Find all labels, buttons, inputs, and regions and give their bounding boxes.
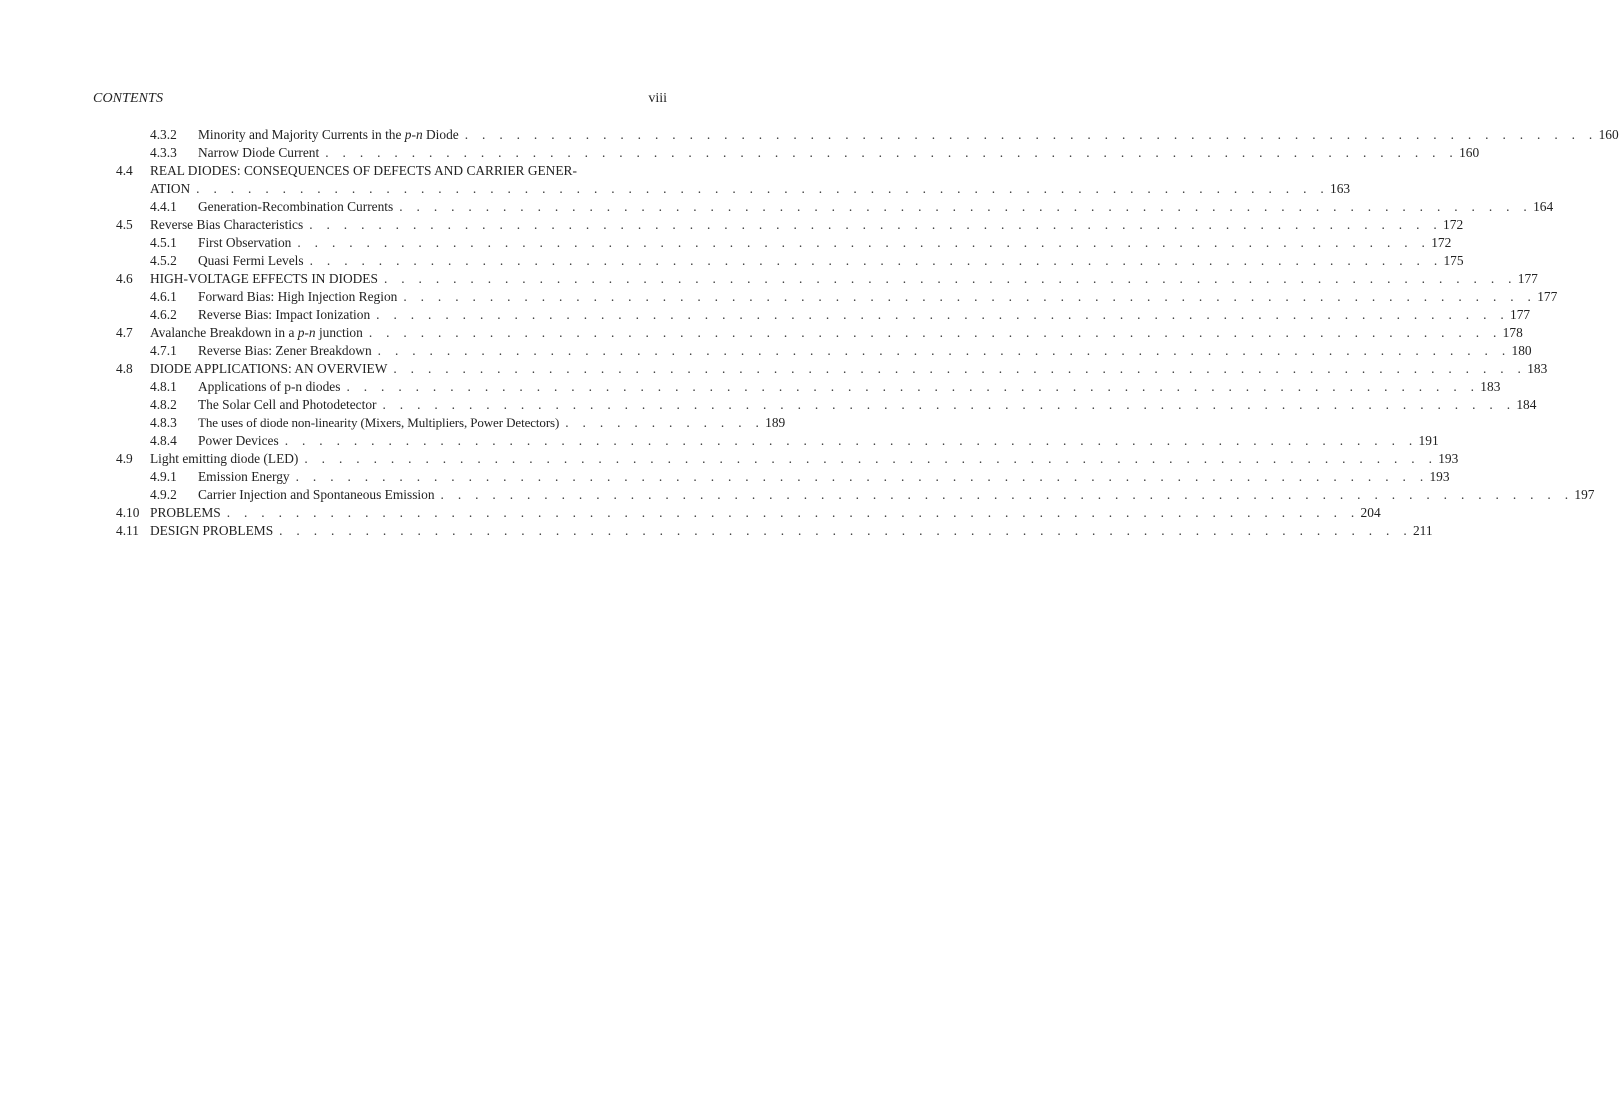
- toc-entry-page: 164: [1533, 199, 1554, 214]
- dot-leader: . . . . . . . . . . . . . . . . . . . . . . . . . . . . . . . . . . . . . . . . . . . . . . . . . . . . . . . . . . . . . . . . . .: [393, 361, 1527, 376]
- toc-entry[interactable]: [0, 504, 1381, 522]
- dot-leader: . . . . . . . . . . . .: [565, 415, 765, 430]
- toc-entry-title: The uses of diode non-linearity (Mixers, Multipliers, Power Detectors): [198, 415, 560, 430]
- toc-entry-title: DIODE APPLICATIONS: AN OVERVIEW: [150, 361, 388, 376]
- toc-entry[interactable]: [0, 342, 1532, 360]
- toc-entry[interactable]: [0, 432, 1439, 450]
- toc-entry-number: 4.4: [116, 163, 133, 178]
- toc-entry-page: 193: [1429, 469, 1450, 484]
- toc-entry-continuation[interactable]: [0, 180, 1351, 198]
- toc-entry-title: PROBLEMS: [150, 505, 221, 520]
- toc-entry-title: Reverse Bias Characteristics: [150, 217, 304, 232]
- dot-leader: . . . . . . . . . . . . . . . . . . . . . . . . . . . . . . . . . . . . . . . . . . . . . . . . . . . . . . . . . . . . . . . . . .: [346, 379, 1480, 394]
- toc-entry-number: 4.11: [116, 523, 139, 538]
- toc-entry-number: 4.6.1: [150, 289, 177, 304]
- toc-entry[interactable]: [0, 522, 1433, 540]
- toc-entry-number: 4.8.1: [150, 379, 177, 394]
- toc-entry-number: 4.5.2: [150, 253, 177, 268]
- toc-entry[interactable]: [0, 252, 1464, 270]
- toc-entry-page: 172: [1443, 217, 1464, 232]
- toc-entry-number: 4.9: [116, 451, 133, 466]
- toc-entry-number: 4.8.2: [150, 397, 177, 412]
- toc-entry-page: 177: [1537, 289, 1558, 304]
- toc-entry-number: 4.10: [116, 505, 140, 520]
- toc-entry[interactable]: [0, 126, 1619, 144]
- toc-entry-title: Applications of p-n diodes: [198, 379, 341, 394]
- toc-entry-title: Minority and Majority Currents in the p-n Diode: [198, 127, 459, 142]
- toc-entry-page: 197: [1574, 487, 1595, 502]
- dot-leader: . . . . . . . . . . . . . . . . . . . . . . . . . . . . . . . . . . . . . . . . . . . . . . . . . . . . . . . . . . . . . . . . . .: [226, 505, 1360, 520]
- toc-entry-page: 177: [1517, 271, 1538, 286]
- toc-entry-page: 175: [1443, 253, 1464, 268]
- toc-entry-title: ATION: [150, 181, 191, 196]
- toc-entry-title: Carrier Injection and Spontaneous Emission: [198, 487, 435, 502]
- dot-leader: . . . . . . . . . . . . . . . . . . . . . . . . . . . . . . . . . . . . . . . . . . . . . . . . . . . . . . . . . . . . . . . . . .: [304, 451, 1438, 466]
- dot-leader: . . . . . . . . . . . . . . . . . . . . . . . . . . . . . . . . . . . . . . . . . . . . . . . . . . . . . . . . . . . . . . . . . .: [399, 199, 1533, 214]
- toc-entry-title: Generation-Recombination Currents: [198, 199, 394, 214]
- dot-leader: . . . . . . . . . . . . . . . . . . . . . . . . . . . . . . . . . . . . . . . . . . . . . . . . . . . . . . . . . . . . . . . . . .: [325, 145, 1459, 160]
- dot-leader: . . . . . . . . . . . . . . . . . . . . . . . . . . . . . . . . . . . . . . . . . . . . . . . . . . . . . . . . . . . . . . . . . .: [297, 235, 1431, 250]
- toc-entry-number: 4.6: [116, 271, 133, 286]
- toc-entry-page: 180: [1511, 343, 1532, 358]
- toc-entry-page: 183: [1480, 379, 1501, 394]
- toc-entry-title: Reverse Bias: Zener Breakdown: [198, 343, 372, 358]
- toc-entry[interactable]: [0, 144, 1480, 162]
- toc-entry[interactable]: [0, 216, 1464, 234]
- toc-entry-page: 191: [1418, 433, 1439, 448]
- dot-leader: . . . . . . . . . . . . . . . . . . . . . . . . . . . . . . . . . . . . . . . . . . . . . . . . . . . . . . . . . . . . . . . . . .: [382, 397, 1516, 412]
- toc-entry[interactable]: [0, 270, 1538, 288]
- toc-entry-number: 4.3.3: [150, 145, 177, 160]
- toc-entry-number: 4.6.2: [150, 307, 177, 322]
- toc-entry-page: 204: [1360, 505, 1381, 520]
- toc-entry[interactable]: [0, 306, 1531, 324]
- toc-entry-title: Quasi Fermi Levels: [198, 253, 304, 268]
- toc-entry-page: 160: [1598, 127, 1619, 142]
- dot-leader: . . . . . . . . . . . . . . . . . . . . . . . . . . . . . . . . . . . . . . . . . . . . . . . . . . . . . . . . . . . . . . . . . .: [295, 469, 1429, 484]
- toc-entry-title: DESIGN PROBLEMS: [150, 523, 274, 538]
- toc-entry-number: 4.5: [116, 217, 133, 232]
- dot-leader: . . . . . . . . . . . . . . . . . . . . . . . . . . . . . . . . . . . . . . . . . . . . . . . . . . . . . . . . . . . . . . . . . .: [440, 487, 1574, 502]
- dot-leader: . . . . . . . . . . . . . . . . . . . . . . . . . . . . . . . . . . . . . . . . . . . . . . . . . . . . . . . . . . . . . . . . . .: [309, 253, 1443, 268]
- dot-leader: . . . . . . . . . . . . . . . . . . . . . . . . . . . . . . . . . . . . . . . . . . . . . . . . . . . . . . . . . . . . . . . . . .: [196, 181, 1330, 196]
- toc-entry-title: First Observation: [198, 235, 292, 250]
- toc-entry-page: 184: [1516, 397, 1537, 412]
- toc-entry-title: Emission Energy: [198, 469, 290, 484]
- toc-entry-page: 163: [1330, 181, 1351, 196]
- dot-leader: . . . . . . . . . . . . . . . . . . . . . . . . . . . . . . . . . . . . . . . . . . . . . . . . . . . . . . . . . . . . . . . . . .: [383, 271, 1517, 286]
- table-of-contents: [0, 126, 1619, 540]
- toc-entry-page: 189: [765, 415, 786, 430]
- toc-entry-number: 4.5.1: [150, 235, 177, 250]
- toc-entry[interactable]: [0, 162, 732, 180]
- toc-entry[interactable]: [0, 378, 1501, 396]
- toc-entry-page: 160: [1459, 145, 1480, 160]
- toc-entry-title: REAL DIODES: CONSEQUENCES OF DEFECTS AND CARRIER GENER-: [150, 163, 577, 178]
- toc-entry[interactable]: [0, 324, 1523, 342]
- toc-entry-page: 183: [1527, 361, 1548, 376]
- toc-entry-number: 4.3.2: [150, 127, 177, 142]
- toc-entry[interactable]: [0, 450, 1459, 468]
- toc-entry-number: 4.4.1: [150, 199, 177, 214]
- toc-entry-page: 172: [1431, 235, 1452, 250]
- toc-entry-number: 4.9.2: [150, 487, 177, 502]
- toc-entry[interactable]: [0, 234, 1452, 252]
- running-title: CONTENTS: [93, 91, 164, 106]
- dot-leader: . . . . . . . . . . . . . . . . . . . . . . . . . . . . . . . . . . . . . . . . . . . . . . . . . . . . . . . . . . . . . . . . . .: [279, 523, 1412, 538]
- toc-entry-title: Light emitting diode (LED): [150, 451, 299, 466]
- toc-entry[interactable]: [0, 468, 1450, 486]
- dot-leader: . . . . . . . . . . . . . . . . . . . . . . . . . . . . . . . . . . . . . . . . . . . . . . . . . . . . . . . . . . . . . . . . . .: [368, 325, 1502, 340]
- toc-entry-number: 4.8.3: [150, 415, 177, 430]
- toc-entry-number: 4.8.4: [150, 433, 177, 448]
- toc-entry-number: 4.9.1: [150, 469, 177, 484]
- toc-entry-number: 4.7.1: [150, 343, 177, 358]
- toc-entry[interactable]: [0, 414, 786, 432]
- dot-leader: . . . . . . . . . . . . . . . . . . . . . . . . . . . . . . . . . . . . . . . . . . . . . . . . . . . . . . . . . . . . . . . . . .: [309, 217, 1443, 232]
- toc-entry-title: Narrow Diode Current: [198, 145, 320, 160]
- toc-entry[interactable]: [0, 360, 1548, 378]
- dot-leader: . . . . . . . . . . . . . . . . . . . . . . . . . . . . . . . . . . . . . . . . . . . . . . . . . . . . . . . . . . . . . . . . . .: [403, 289, 1537, 304]
- dot-leader: . . . . . . . . . . . . . . . . . . . . . . . . . . . . . . . . . . . . . . . . . . . . . . . . . . . . . . . . . . . . . . . . . .: [376, 307, 1510, 322]
- toc-entry[interactable]: [0, 288, 1558, 306]
- dot-leader: . . . . . . . . . . . . . . . . . . . . . . . . . . . . . . . . . . . . . . . . . . . . . . . . . . . . . . . . . . . . . . . . . .: [284, 433, 1418, 448]
- dot-leader: . . . . . . . . . . . . . . . . . . . . . . . . . . . . . . . . . . . . . . . . . . . . . . . . . . . . . . . . . . . . . . . . . .: [377, 343, 1511, 358]
- toc-entry-title: The Solar Cell and Photodetector: [198, 397, 377, 412]
- page-header: [93, 91, 667, 111]
- toc-entry[interactable]: [0, 396, 1537, 414]
- toc-entry-title: Forward Bias: High Injection Region: [198, 289, 398, 304]
- toc-entry-page: 177: [1510, 307, 1531, 322]
- toc-entry-page: 193: [1438, 451, 1459, 466]
- toc-entry-number: 4.7: [116, 325, 133, 340]
- toc-entry-title: Reverse Bias: Impact Ionization: [198, 307, 371, 322]
- toc-entry-title: Avalanche Breakdown in a p-n junction: [150, 325, 363, 340]
- page-number: viii: [648, 91, 667, 106]
- toc-entry-page: 211: [1412, 523, 1433, 538]
- toc-entry-title: HIGH-VOLTAGE EFFECTS IN DIODES: [150, 271, 378, 286]
- toc-entry-page: 178: [1502, 325, 1523, 340]
- toc-entry[interactable]: [0, 486, 1595, 504]
- toc-entry[interactable]: [0, 198, 1554, 216]
- dot-leader: . . . . . . . . . . . . . . . . . . . . . . . . . . . . . . . . . . . . . . . . . . . . . . . . . . . . . . . . . . . . . . . . . .: [464, 127, 1598, 142]
- toc-entry-number: 4.8: [116, 361, 133, 376]
- toc-entry-title: Power Devices: [198, 433, 279, 448]
